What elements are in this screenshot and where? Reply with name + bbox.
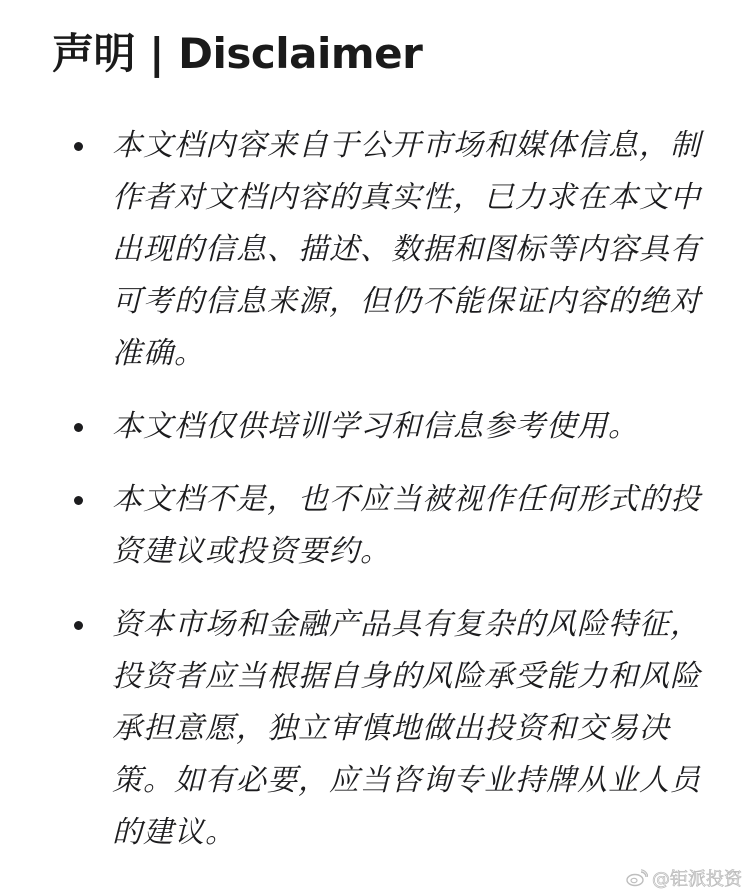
weibo-watermark [626,865,742,891]
watermark-text: @钜派投资 [652,869,742,890]
list-item-text: 本文档不是，也不应当被视作任何形式的投资建议或投资要约。 [112,482,701,569]
bullet-icon [74,142,83,151]
list-item [0,120,750,380]
disclaimer-list [0,120,750,880]
bullet-icon [74,496,83,505]
bullet-icon [74,423,83,432]
bullet-icon [74,621,83,630]
list-item [0,474,750,578]
list-item [0,599,750,859]
weibo-icon [626,869,648,887]
list-item-text: 本文档内容来自于公开市场和媒体信息，制作者对文档内容的真实性，已力求在本文中出现的信息、描述、数据和图标等内容具有可考的信息来源，但仍不能保证内容的绝对准确。 [112,128,701,371]
list-item-text: 资本市场和金融产品具有复杂的风险特征，投资者应当根据自身的风险承受能力和风险承担意愿，独立审慎地做出投资和交易决策。如有必要，应当咨询专业持牌从业人员的建议。 [112,607,701,850]
list-item [0,401,750,453]
page-title: 声明 | Disclaimer [52,29,423,78]
list-item-text: 本文档仅供培训学习和信息参考使用。 [112,409,639,444]
